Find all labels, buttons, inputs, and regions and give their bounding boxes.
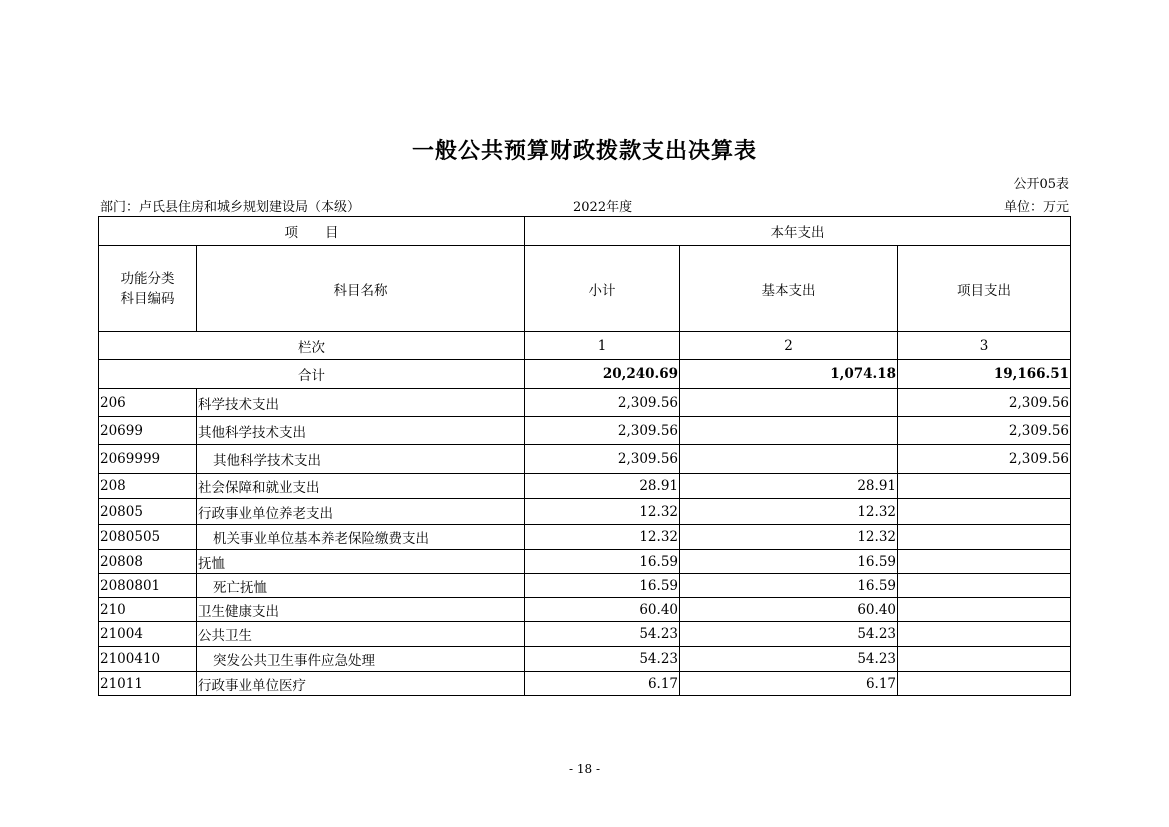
row-project (898, 647, 1071, 672)
row-basic (680, 389, 898, 417)
row-basic: 60.40 (680, 598, 898, 622)
header-basic: 基本支出 (680, 246, 898, 332)
header-subtotal: 小计 (525, 246, 680, 332)
row-code: 2080801 (99, 574, 197, 598)
row-basic: 12.32 (680, 525, 898, 550)
column-index-2: 2 (680, 332, 898, 360)
header-func-code-line1: 功能分类 (120, 270, 175, 287)
table-row (99, 445, 1071, 474)
row-subject-name: 其他科学技术支出 (197, 445, 525, 474)
table-row (99, 474, 1071, 499)
column-index-row (99, 332, 1071, 360)
table-row (99, 574, 1071, 598)
header-subject-name: 科目名称 (197, 246, 525, 332)
column-index-3: 3 (898, 332, 1071, 360)
row-subject-name: 卫生健康支出 (197, 598, 525, 622)
row-project: 2,309.56 (898, 445, 1071, 474)
row-subtotal: 54.23 (525, 647, 680, 672)
header-func-code-line2: 科目编码 (120, 290, 175, 307)
expenditure-table (98, 216, 1071, 696)
unit-label: 单位：万元 (1003, 200, 1069, 215)
header-func-code (99, 246, 197, 332)
row-project (898, 672, 1071, 696)
row-code: 2100410 (99, 647, 197, 672)
column-index-1: 1 (525, 332, 680, 360)
row-subtotal: 54.23 (525, 622, 680, 647)
total-label: 合计 (99, 360, 525, 389)
page-number: - 18 - (568, 762, 600, 776)
row-basic (680, 445, 898, 474)
row-project (898, 574, 1071, 598)
row-code: 20808 (99, 550, 197, 574)
row-basic: 12.32 (680, 499, 898, 525)
row-subject-name: 死亡抚恤 (197, 574, 525, 598)
row-subtotal: 12.32 (525, 525, 680, 550)
row-subtotal: 6.17 (525, 672, 680, 696)
row-project (898, 474, 1071, 499)
row-project (898, 499, 1071, 525)
row-subtotal: 12.32 (525, 499, 680, 525)
row-basic: 54.23 (680, 647, 898, 672)
row-subject-name: 行政事业单位养老支出 (197, 499, 525, 525)
row-subtotal: 28.91 (525, 474, 680, 499)
row-subject-name: 机关事业单位基本养老保险缴费支出 (197, 525, 525, 550)
column-index-label: 栏次 (99, 332, 525, 360)
table-row (99, 647, 1071, 672)
table-row (99, 672, 1071, 696)
table-row (99, 598, 1071, 622)
row-code: 2069999 (99, 445, 197, 474)
total-basic: 1,074.18 (680, 360, 898, 389)
row-code: 210 (99, 598, 197, 622)
row-subtotal: 16.59 (525, 574, 680, 598)
header-row-main (99, 246, 1071, 332)
row-subject-name: 科学技术支出 (197, 389, 525, 417)
total-row (99, 360, 1071, 389)
row-code: 2080505 (99, 525, 197, 550)
row-basic: 28.91 (680, 474, 898, 499)
row-subject-name: 突发公共卫生事件应急处理 (197, 647, 525, 672)
row-code: 208 (99, 474, 197, 499)
table-row (99, 550, 1071, 574)
row-subject-name: 行政事业单位医疗 (197, 672, 525, 696)
row-project: 2,309.56 (898, 417, 1071, 445)
row-project (898, 598, 1071, 622)
row-code: 20699 (99, 417, 197, 445)
table-row (99, 525, 1071, 550)
row-subtotal: 2,309.56 (525, 445, 680, 474)
total-subtotal: 20,240.69 (525, 360, 680, 389)
row-subtotal: 16.59 (525, 550, 680, 574)
header-project: 项 目 (99, 217, 525, 246)
row-project (898, 622, 1071, 647)
row-code: 20805 (99, 499, 197, 525)
department-label: 部门：卢氏县住房和城乡规划建设局（本级） (100, 200, 361, 215)
row-project (898, 550, 1071, 574)
row-code: 21011 (99, 672, 197, 696)
row-subject-name: 社会保障和就业支出 (197, 474, 525, 499)
row-code: 206 (99, 389, 197, 417)
row-subtotal: 60.40 (525, 598, 680, 622)
row-project: 2,309.56 (898, 389, 1071, 417)
row-subject-name: 抚恤 (197, 550, 525, 574)
row-basic: 16.59 (680, 550, 898, 574)
row-subject-name: 公共卫生 (197, 622, 525, 647)
table-row (99, 389, 1071, 417)
header-current-year: 本年支出 (525, 217, 1071, 246)
table-row (99, 499, 1071, 525)
form-number: 公开05表 (1013, 177, 1069, 192)
header-row-top (99, 217, 1071, 246)
row-basic (680, 417, 898, 445)
header-project-exp: 项目支出 (898, 246, 1071, 332)
table-row (99, 417, 1071, 445)
total-project: 19,166.51 (898, 360, 1071, 389)
page-title: 一般公共预算财政拨款支出决算表 (411, 138, 757, 164)
table-row (99, 622, 1071, 647)
fiscal-year-label: 2022年度 (573, 200, 633, 215)
row-code: 21004 (99, 622, 197, 647)
row-subject-name: 其他科学技术支出 (197, 417, 525, 445)
row-basic: 16.59 (680, 574, 898, 598)
row-basic: 54.23 (680, 622, 898, 647)
row-subtotal: 2,309.56 (525, 389, 680, 417)
row-project (898, 525, 1071, 550)
row-subtotal: 2,309.56 (525, 417, 680, 445)
row-basic: 6.17 (680, 672, 898, 696)
